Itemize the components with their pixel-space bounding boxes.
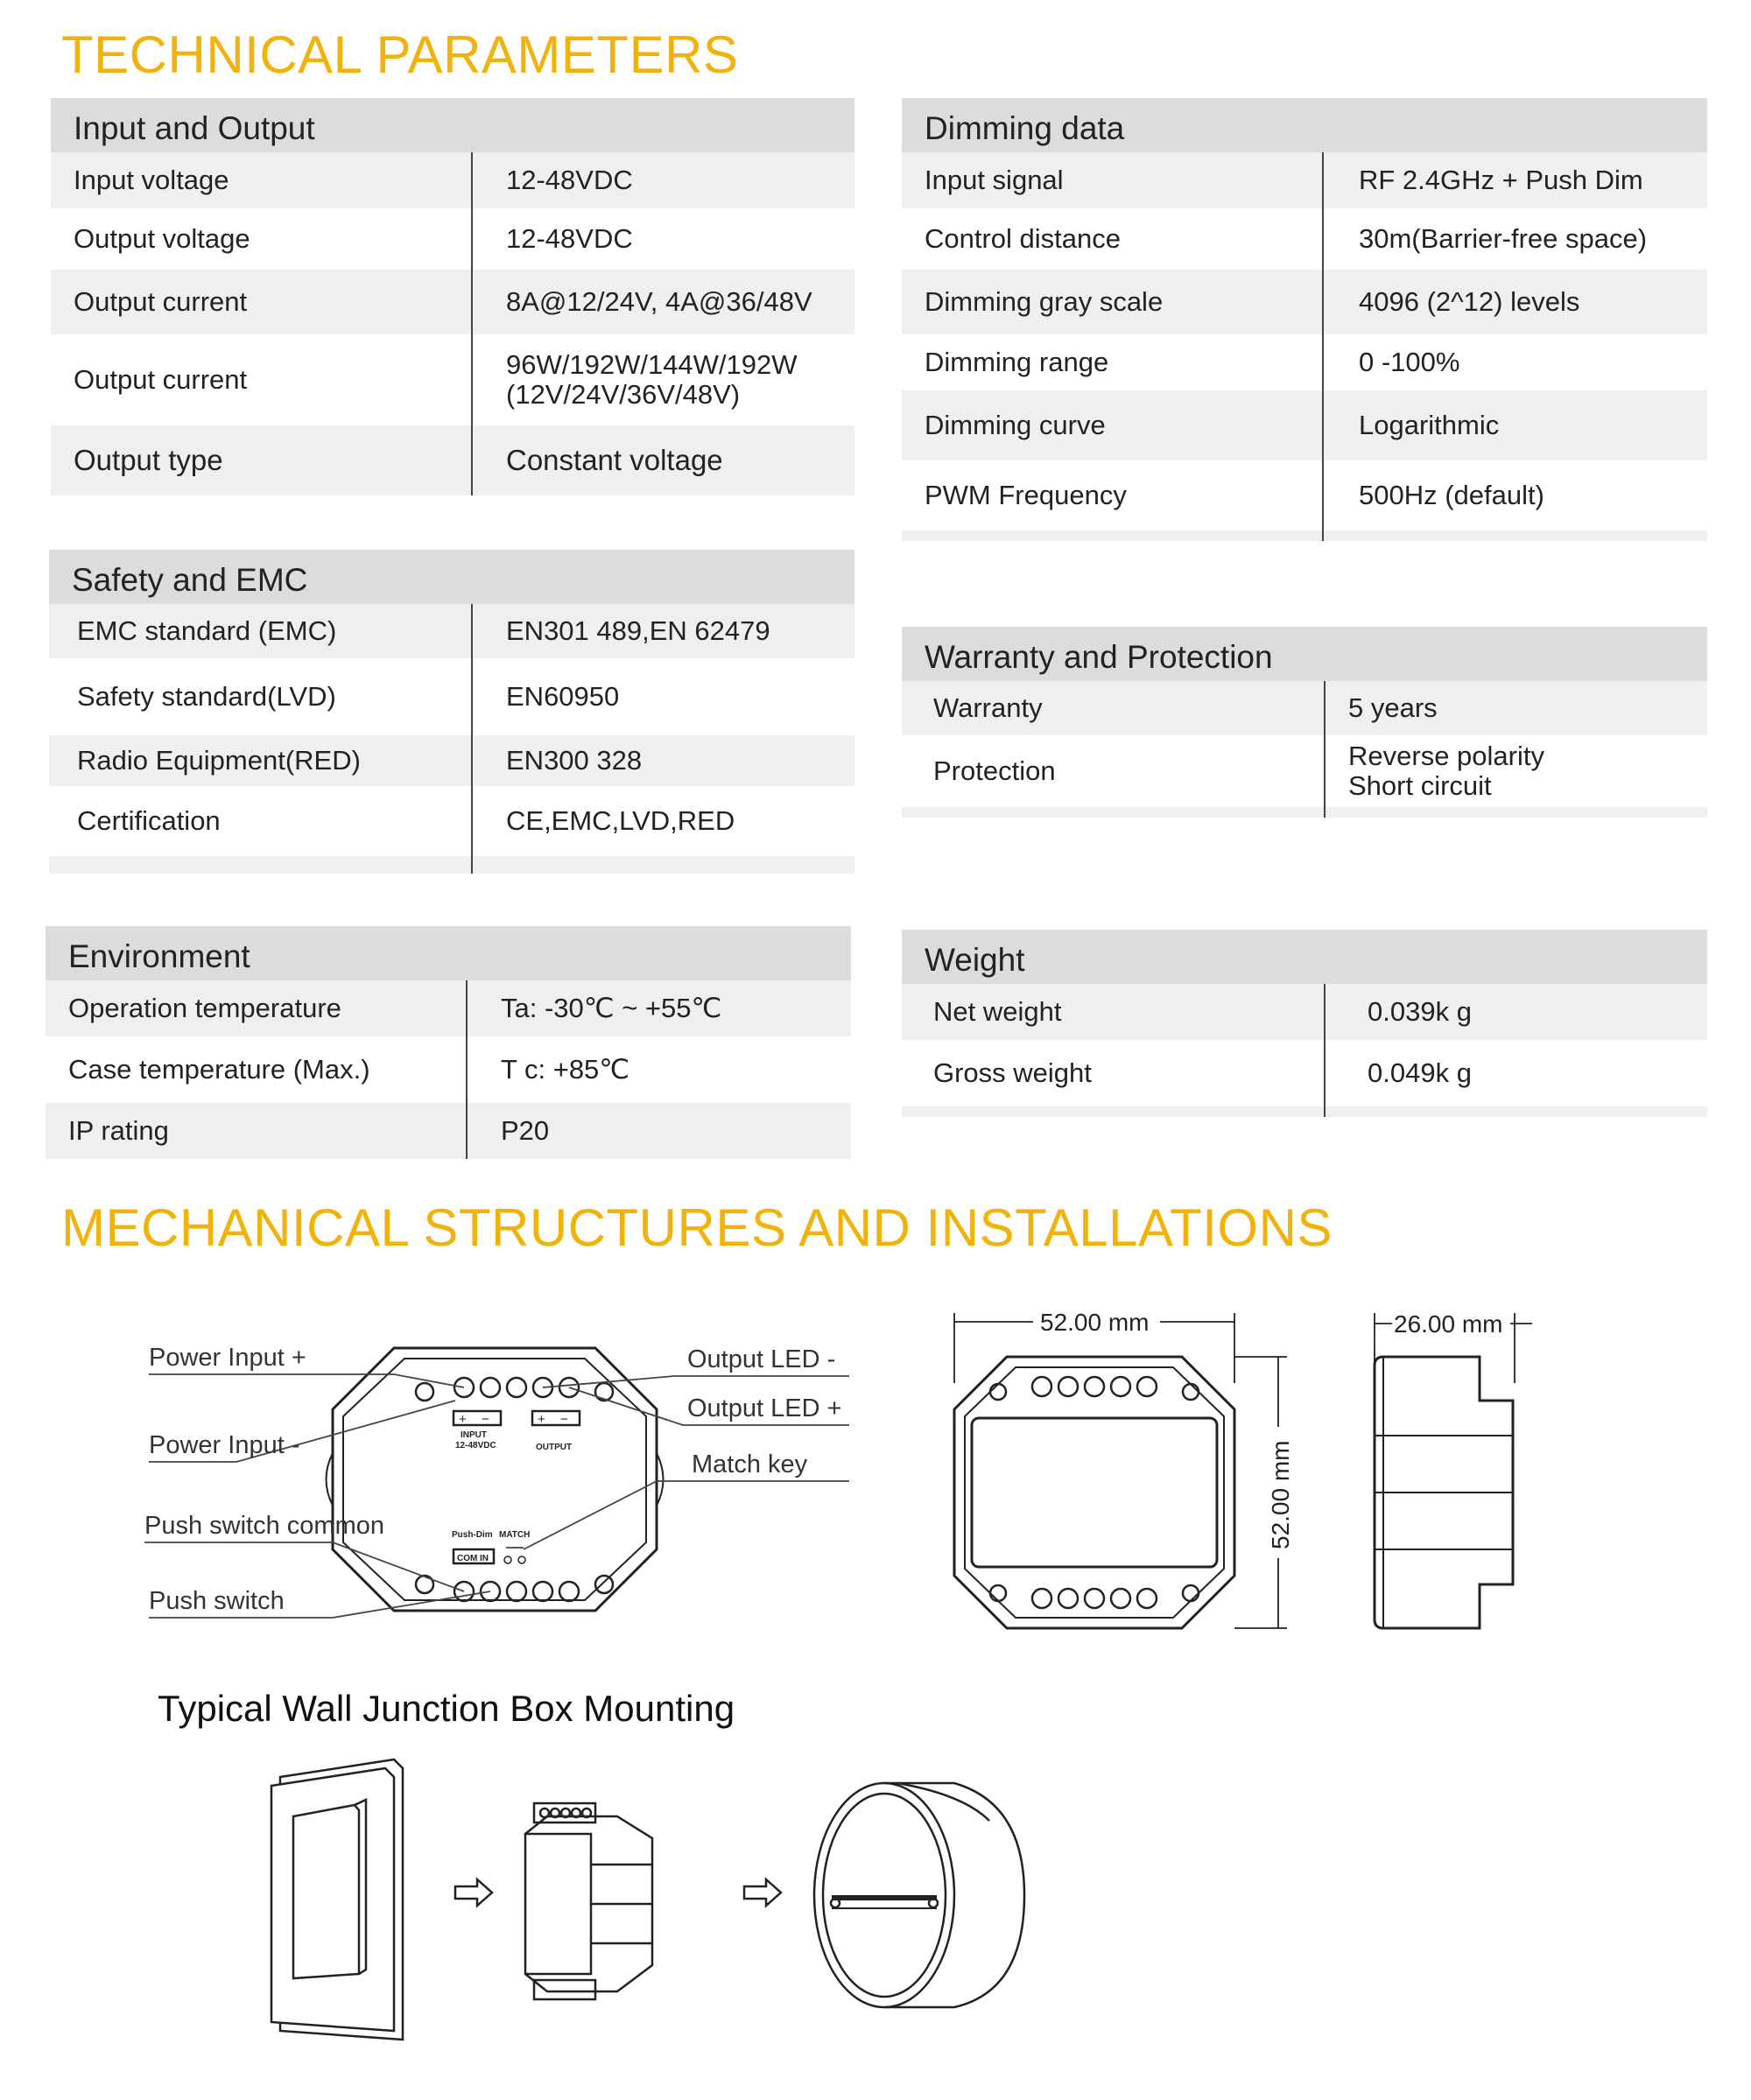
board-output-plus: + [538, 1412, 545, 1427]
wall-switch-drawing [271, 1759, 403, 2040]
table-footer [902, 530, 1707, 541]
row-value: Logarithmic [1359, 410, 1500, 440]
row-value [473, 334, 798, 425]
row-label: Gross weight [902, 1040, 1326, 1106]
row-label: Output current [51, 270, 473, 334]
dimension-width: 52.00 mm [1040, 1309, 1150, 1336]
table-row [902, 735, 1707, 807]
row-value: 4096 (2^12) levels [1359, 286, 1580, 317]
table-row [51, 334, 854, 425]
row-label: Case temperature (Max.) [46, 1036, 468, 1103]
label-match-key: Match key [692, 1450, 808, 1478]
row-value: 0 -100% [1359, 347, 1460, 377]
dimension-depth: 26.00 mm [1394, 1310, 1503, 1338]
row-label: Output voltage [51, 208, 473, 270]
module-drawing [525, 1803, 652, 1999]
side-dimension-drawing [1348, 1296, 1558, 1646]
row-label: Operation temperature [46, 980, 468, 1036]
row-value: P20 [501, 1115, 550, 1146]
row-value: CE,EMC,LVD,RED [506, 805, 735, 836]
mechanical-title: MECHANICAL STRUCTURES AND INSTALLATIONS [61, 1198, 1333, 1257]
table-row [46, 1103, 851, 1159]
table-row [902, 460, 1707, 530]
warranty-table [902, 627, 1707, 818]
table-row [51, 208, 854, 270]
table-row [49, 786, 854, 856]
label-power-input-minus: Power Input - [149, 1431, 300, 1459]
row-value: 5 years [1348, 692, 1438, 723]
table-footer [902, 807, 1707, 818]
table-row [902, 984, 1707, 1040]
board-com: COM [457, 1554, 478, 1563]
row-value: EN301 489,EN 62479 [506, 615, 770, 646]
row-value: Constant voltage [506, 444, 723, 476]
front-dimension-drawing [946, 1296, 1313, 1646]
row-label: Dimming gray scale [902, 270, 1324, 334]
row-value: 0.039k g [1368, 996, 1472, 1027]
table-row [51, 152, 854, 208]
table-row [902, 152, 1707, 208]
row-label: Output current [51, 334, 473, 425]
label-push-switch: Push switch [149, 1587, 285, 1615]
row-label: EMC standard (EMC) [49, 604, 473, 658]
environment-table [46, 926, 851, 1159]
table-row [46, 980, 851, 1036]
row-value: 30m(Barrier-free space) [1359, 223, 1648, 254]
board-input-minus: − [482, 1412, 489, 1427]
board-push-dim: Push-Dim [452, 1530, 493, 1540]
device-outline [333, 1348, 657, 1611]
row-value: 12-48VDC [506, 165, 633, 195]
table-row [49, 658, 854, 735]
value-line: (12V/24V/36V/48V) [506, 379, 741, 410]
weight-header: Weight [902, 930, 1707, 984]
label-power-input-plus: Power Input + [149, 1344, 306, 1372]
row-label: Input voltage [51, 152, 473, 208]
row-label: Safety standard(LVD) [49, 658, 473, 735]
dimming-table [902, 98, 1707, 541]
row-label: Control distance [902, 208, 1324, 270]
input-output-table [51, 98, 854, 495]
row-value: 500Hz (default) [1359, 480, 1544, 510]
board-input-voltage: 12-48VDC [455, 1441, 496, 1450]
row-label: Dimming curve [902, 390, 1324, 460]
table-row [51, 425, 854, 495]
environment-header: Environment [46, 926, 851, 980]
row-value: 12-48VDC [506, 223, 633, 254]
row-value: EN300 328 [506, 745, 643, 776]
table-row [902, 270, 1707, 334]
value-line: 96W/192W/144W/192W [506, 349, 798, 380]
value-line: Reverse polarity [1348, 741, 1544, 771]
arrow-icon [455, 1879, 492, 1906]
table-footer [902, 1106, 1707, 1117]
row-value: EN60950 [506, 681, 620, 712]
board-input-plus: + [459, 1412, 467, 1427]
table-row [49, 604, 854, 658]
technical-parameters-title: TECHNICAL PARAMETERS [61, 25, 739, 84]
label-output-led-plus: Output LED + [687, 1394, 842, 1422]
wiring-diagram [131, 1313, 867, 1663]
label-push-switch-common: Push switch common [144, 1512, 384, 1540]
board-match: MATCH [499, 1530, 531, 1540]
row-label: Warranty [902, 681, 1326, 735]
value-line: Short circuit [1348, 770, 1492, 801]
safety-emc-table [49, 550, 854, 874]
dimming-header: Dimming data [902, 98, 1707, 152]
table-row [902, 1040, 1707, 1106]
row-label: Dimming range [902, 334, 1324, 390]
row-label: PWM Frequency [902, 460, 1324, 530]
table-row [902, 390, 1707, 460]
warranty-header: Warranty and Protection [902, 627, 1707, 681]
table-row [46, 1036, 851, 1103]
row-value [1326, 735, 1544, 807]
row-value: 0.049k g [1368, 1057, 1472, 1088]
table-row [51, 270, 854, 334]
row-value: 8A@12/24V, 4A@36/48V [506, 286, 812, 317]
row-label: Certification [49, 786, 473, 856]
weight-table [902, 930, 1707, 1117]
mounting-title: Typical Wall Junction Box Mounting [158, 1688, 735, 1729]
row-value: T c: +85℃ [501, 1054, 630, 1085]
table-row [902, 208, 1707, 270]
arrow-icon [744, 1879, 781, 1906]
row-label: Output type [51, 425, 473, 495]
row-label: Protection [902, 735, 1326, 807]
safety-header: Safety and EMC [49, 550, 854, 604]
table-row [902, 681, 1707, 735]
table-footer [49, 856, 854, 874]
dimension-height: 52.00 mm [1267, 1440, 1294, 1549]
table-row [49, 735, 854, 786]
table-row [902, 334, 1707, 390]
mounting-illustration [263, 1751, 1033, 2048]
row-value: Ta: -30℃ ~ +55℃ [501, 993, 722, 1023]
row-label: Input signal [902, 152, 1324, 208]
board-input-label: INPUT [461, 1430, 487, 1440]
label-output-led-minus: Output LED - [687, 1345, 836, 1373]
board-in: IN [480, 1554, 489, 1563]
board-output-minus: − [560, 1412, 568, 1427]
input-output-header: Input and Output [51, 98, 854, 152]
row-label: Net weight [902, 984, 1326, 1040]
row-value: RF 2.4GHz + Push Dim [1359, 165, 1643, 195]
row-label: IP rating [46, 1103, 468, 1159]
junction-box-drawing [814, 1783, 1024, 2007]
board-output-label: OUTPUT [536, 1443, 573, 1452]
row-label: Radio Equipment(RED) [49, 735, 473, 786]
